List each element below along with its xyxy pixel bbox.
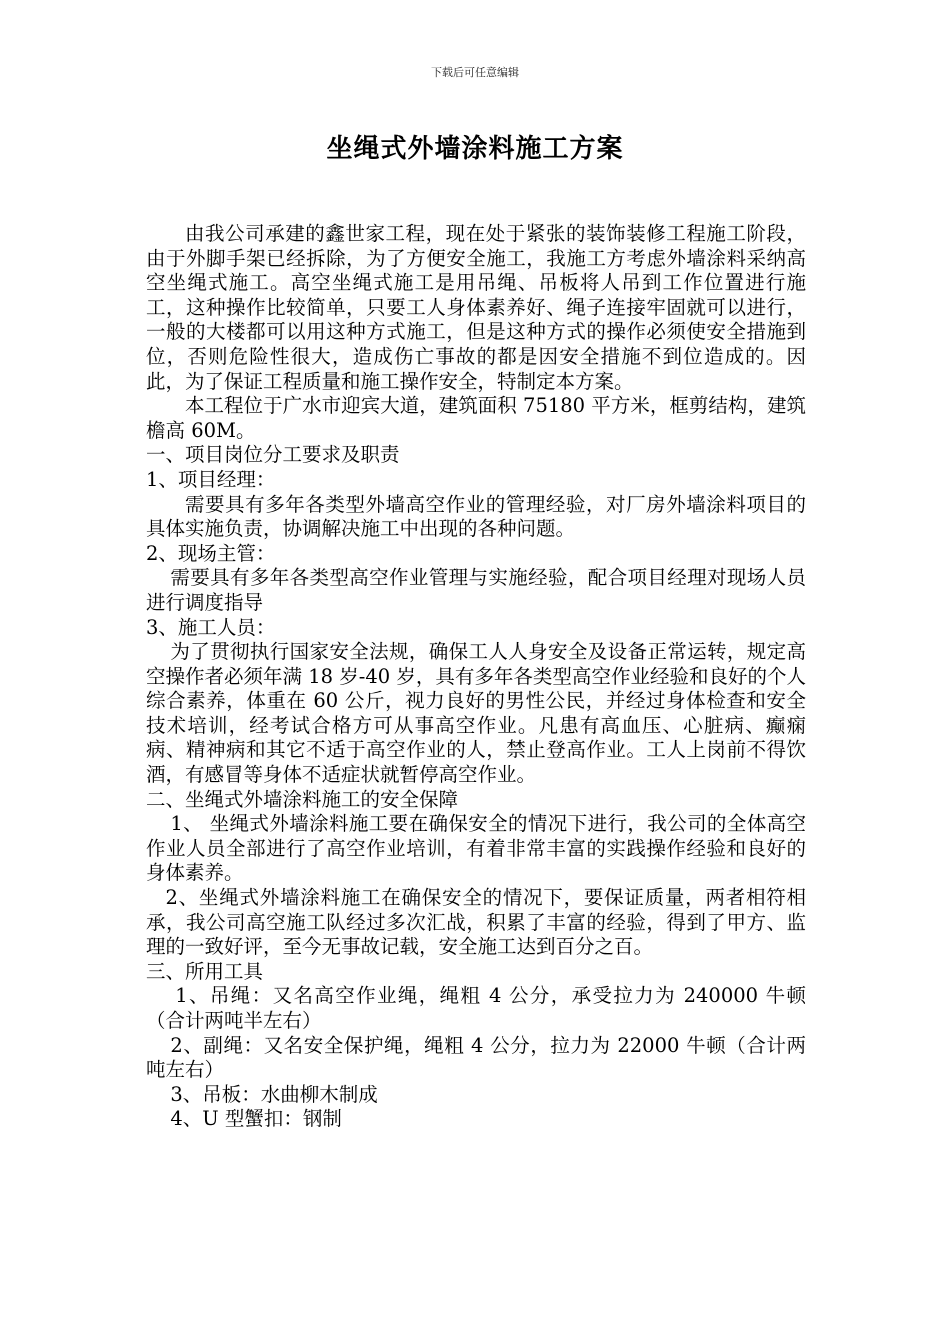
- paragraph: 3、施工人员：: [146, 615, 276, 639]
- document-title: 坐绳式外墙涂料施工方案: [326, 134, 624, 164]
- paragraph: 3、吊板：水曲柳木制成: [170, 1082, 378, 1106]
- paragraph: 2、坐绳式外墙涂料施工在确保安全的情况下，要保证质量，两者相符相承，我公司高空施工队经过多次汇战，积累了丰富的经验，得到了甲方、监理的一致好评，至今无事故记载，安全施工达到百分之百。: [146, 886, 806, 959]
- paragraph: 2、现场主管：: [146, 541, 276, 565]
- paragraph: 需要具有多年各类型高空作业管理与实施经验，配合项目经理对现场人员进行调度指导: [146, 566, 806, 614]
- paragraph: 为了贯彻执行国家安全法规，确保工人人身安全及设备正常运转，规定高空操作者必须年满 18 岁-40 岁，具有多年各类型高空作业经验和良好的个人综合素养，体重在 60 公斤，视力良好的男性公民，并经过身体检查和安全技术培训，经考试合格方可从事高空作业。凡患有高血压、心脏病、癫痫病、精神病和其它不适于高空作业的人，禁止登高作业。工人上岗前不得饮酒，有感冒等身体不适症状就暂停高空作业。: [146, 640, 806, 787]
- paragraph: 一、项目岗位分工要求及职责: [146, 443, 400, 467]
- document-body: [146, 222, 806, 1132]
- paragraph: 4、U 型蟹扣：钢制: [170, 1107, 342, 1131]
- paragraph: 二、坐绳式外墙涂料施工的安全保障: [146, 787, 459, 811]
- paragraph: 1、 坐绳式外墙涂料施工要在确保安全的情况下进行，我公司的全体高空作业人员全部进行了高空作业培训，有着非常丰富的实践操作经验和良好的身体素养。: [146, 812, 806, 885]
- paragraph: 2、副绳：又名安全保护绳，绳粗 4 公分，拉力为 22000 牛顿（合计两吨左右）: [146, 1033, 806, 1082]
- paragraph: 由我公司承建的鑫世家工程，现在处于紧张的装饰装修工程施工阶段，由于外脚手架已经拆除，为了方便安全施工，我施工方考虑外墙涂料采纳高空坐绳式施工。高空坐绳式施工是用吊绳、吊板将人吊到工作位置进行施工，这种操作比较简单，只要工人身体素养好、绳子连接牢固就可以进行，一般的大楼都可以用这种方式施工，但是这种方式的操作必须使安全措施到位，否则危险性很大，造成伤亡事故的都是因安全措施不到位造成的。因此，为了保证工程质量和施工操作安全，特制定本方案。: [146, 222, 806, 393]
- page-header: 下载后可任意编辑: [431, 66, 519, 79]
- paragraph: 需要具有多年各类型外墙高空作业的管理经验，对厂房外墙涂料项目的具体实施负责，协调解决施工中出现的各种问题。: [146, 492, 806, 541]
- paragraph: 本工程位于广水市迎宾大道，建筑面积 75180 平方米，框剪结构，建筑檐高 60M。: [146, 394, 806, 442]
- paragraph: 三、所用工具: [146, 959, 264, 983]
- paragraph: 1、吊绳：又名高空作业绳，绳粗 4 公分，承受拉力为 240000 牛顿（合计两吨半左右）: [146, 984, 806, 1032]
- paragraph: 1、项目经理：: [146, 467, 276, 491]
